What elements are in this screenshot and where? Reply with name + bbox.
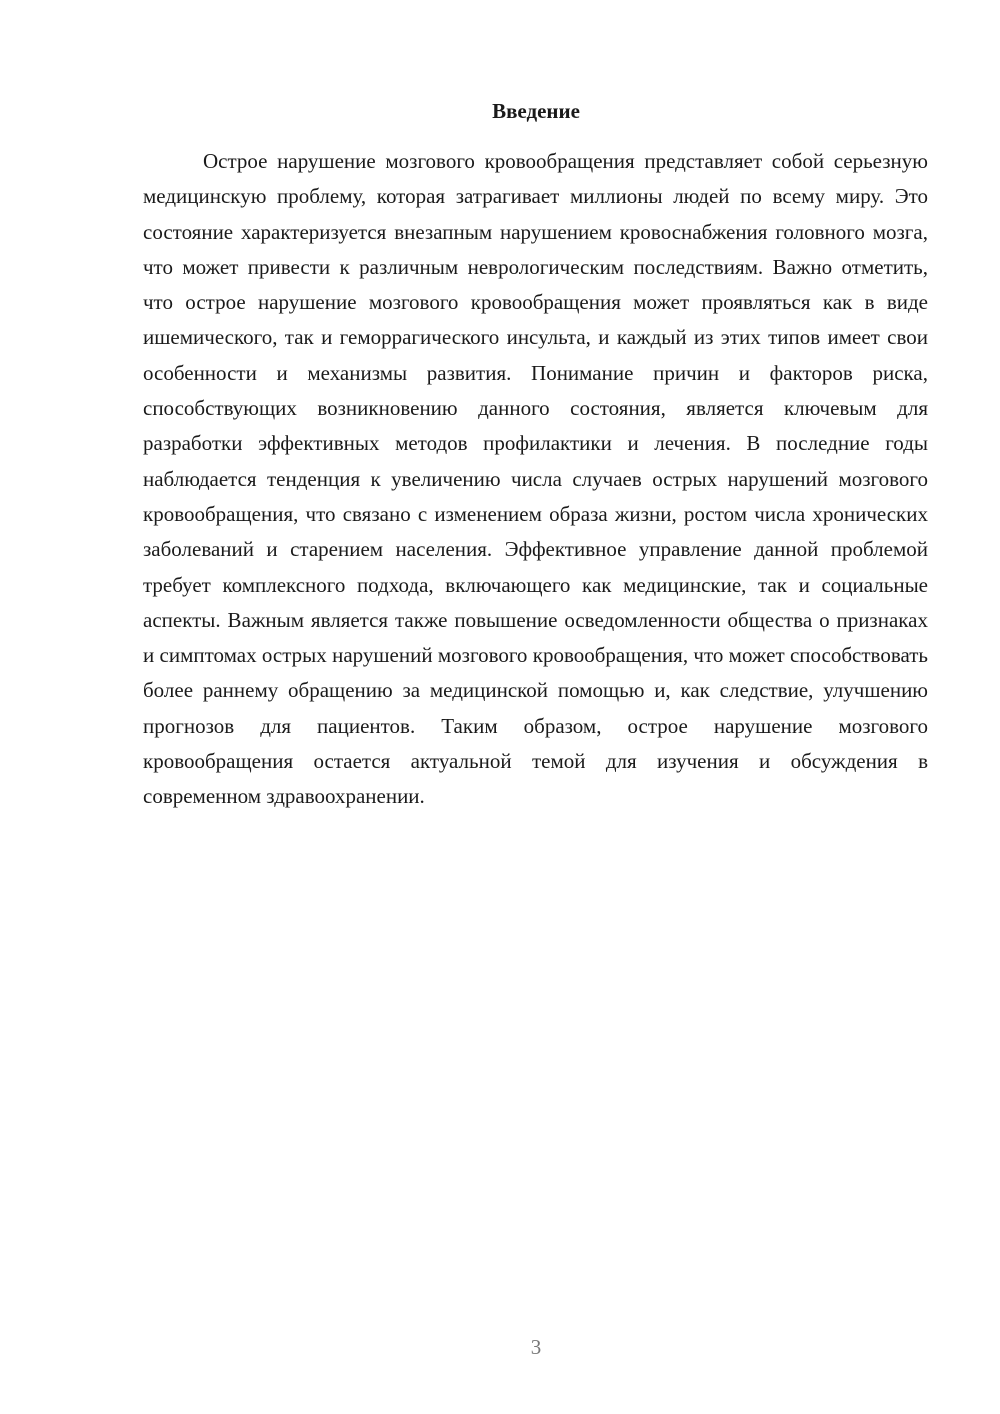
page-number: 3 [530,1335,542,1359]
body-paragraph: Острое нарушение мозгового кровообращения представляет собой серьезную медицинскую проблему, которая затрагивает миллионы людей по всему миру. Это состояние характеризуется внезапным нарушением кровоснабжения головного мозга, что может привести к различным неврологическим последствиям. Важно отметить, что острое нарушение мозгового кровообращения может проявляться как в виде ишемического, так и геморрагического инсульта, и каждый из этих типов имеет свои особенности и механизмы развития. Понимание причин и факторов риска, способствующих возникновению данного состояния, является ключевым для разработки эффективных методов профилактики и лечения. В последние годы наблюдается тенденция к увеличению числа случаев острых нарушений мозгового кровообращения, что связано с изменением образа жизни, ростом числа хронических заболеваний и старением населения. Эффективное управление данной проблемой требует комплексного подхода, включающего как медицинские, так и социальные аспекты. Важным является также повышение осведомленности общества о признаках и симптомах острых нарушений мозгового кровообращения, что может способствовать более раннему обращению за медицинской помощью и, как следствие, улучшению прогнозов для пациентов. Таким образом, острое нарушение мозгового кровообращения остается актуальной темой для изучения и обсуждения в современном здравоохранении. [143,149,928,809]
section-heading: Введение [492,99,580,123]
